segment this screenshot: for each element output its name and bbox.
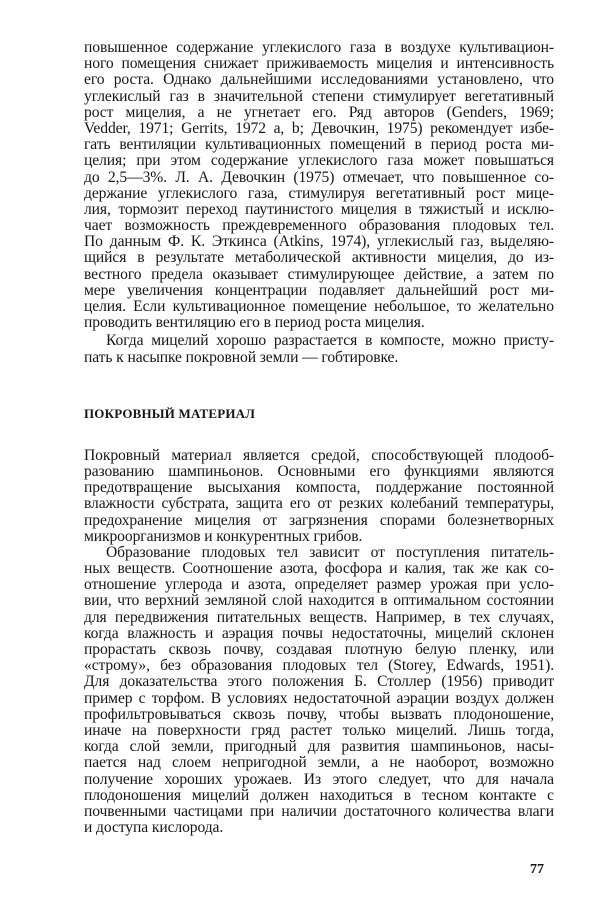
page-body — [84, 40, 554, 836]
text-line: прорастать сквозь почву, создавая плотную белую пленку, или — [84, 641, 554, 658]
text-line: почвенными частицами при наличии достаточного количества влаги — [84, 802, 554, 820]
text-line: Vedder, 1971; Gerrits, 1972 a, b; Девочкин, 1975) рекомендует избе- — [84, 119, 554, 137]
text-line: отношение углерода и азота, определяет размер урожая при усло- — [84, 576, 554, 594]
paragraph-casing-start — [84, 333, 554, 365]
text-line: когда влажность и аэрация почвы недостаточны, мицелий склонен — [84, 624, 554, 642]
text-line: и доступа кислорода. — [84, 819, 224, 837]
text-line: держание углекислого газа, стимулируя вегетативный рост мице- — [84, 184, 554, 202]
text-line: Покровный материал является средой, способствующей плодооб- — [84, 446, 554, 464]
text-line: Для доказательства этого положения Б. Столлер (1956) приводит — [84, 673, 554, 691]
text-line: ных веществ. Соотношение азота, фосфора и калия, так же как со- — [84, 560, 554, 578]
text-line: гать вентиляции культивационных помещений в период роста ми- — [84, 136, 554, 154]
paragraph-casing-material — [84, 448, 554, 545]
text-line: целия. Если культивационное помещение небольшое, то желательно — [84, 298, 554, 315]
text-line: лия, тормозит переход паутинистого мицелия в тяжистый и исклю- — [84, 200, 554, 218]
text-line: проводить вентиляцию его в период роста мицелия. — [84, 314, 425, 332]
text-line: для передвижения питательных веществ. Например, в тех случаях, — [84, 608, 554, 626]
text-line: когда слой земли, пригодный для развития шампиньонов, насы- — [84, 738, 554, 756]
text-line: мере увеличения концентрации подавляет дальнейший рост ми- — [84, 281, 554, 299]
text-line: углекислый газ в значительной степени стимулирует вегетативный — [84, 87, 554, 105]
text-line: получение хороших урожаев. Из этого следует, что для начала — [84, 770, 554, 788]
text-line: вии, что верхний земляной слой находится в оптимальном состоянии — [84, 592, 554, 610]
paragraph-fruiting — [84, 545, 554, 836]
text-line: пример с торфом. В условиях недостаточной аэрации воздух должен — [84, 689, 554, 707]
text-line: его роста. Однако дальнейшими исследованиями установлено, что — [84, 71, 554, 89]
text-line: пается над слоем непригодной земли, а не наоборот, возможно — [84, 754, 554, 772]
text-line: пать к насыпке покровной земли — гобтировке. — [84, 348, 399, 366]
text-line: Когда мицелий хорошо разрастается в компосте, можно присту- — [106, 332, 554, 350]
text-line: предотвращение высыхания компоста, поддержание постоянной — [84, 479, 554, 497]
text-line: «строму», без образования плодовых тел (Storey, Edwards, 1951). — [84, 657, 554, 675]
text-line: профильтровываться сквозь почву, чтобы вызвать плодоношение, — [84, 705, 554, 723]
text-line: Образование плодовых тел зависит от поступления питатель- — [106, 543, 554, 561]
text-line: влажности субстрата, защита его от резких колебаний температуры, — [84, 495, 554, 513]
text-line: предохранение мицелия от загрязнения спорами болезнетворных — [84, 511, 554, 529]
text-line: целия; при этом содержание углекислого газа может повышаться — [84, 152, 554, 170]
text-line: иначе на поверхности гряд растет только мицелий. Лишь тогда, — [84, 721, 554, 739]
text-line: По данным Ф. К. Эткинса (Atkins, 1974), углекислый газ, выделяю- — [84, 233, 554, 251]
section-heading: ПОКРОВНЫЙ МАТЕРИАЛ — [84, 405, 256, 421]
text-line: плодоношения мицелий должен находиться в тесном контакте с — [84, 786, 554, 804]
paragraph-co2 — [84, 40, 554, 331]
text-line: чает возможность преждевременного образования плодовых тел. — [84, 217, 554, 235]
text-line: разованию шампиньонов. Основными его функциями являются — [84, 462, 554, 480]
page-number: 77 — [530, 862, 544, 877]
text-line: повышенное содержание углекислого газа в воздухе культивацион- — [84, 39, 554, 56]
text-line: ного помещения снижает приживаемость мицелия и интенсивность — [84, 55, 554, 73]
text-line: до 2,5—3%. Л. А. Девочкин (1975) отмечает, что повышенное со- — [84, 168, 554, 186]
text-line: щийся в результате метаболической активности мицелия, до из- — [84, 249, 554, 267]
text-line: вестного предела оказывает стимулирующее действие, а затем по — [84, 265, 554, 283]
text-line: рост мицелия, а не угнетает его. Ряд авторов (Genders, 1969; — [84, 103, 554, 121]
text-line: микроорганизмов и конкурентных грибов. — [84, 527, 363, 545]
